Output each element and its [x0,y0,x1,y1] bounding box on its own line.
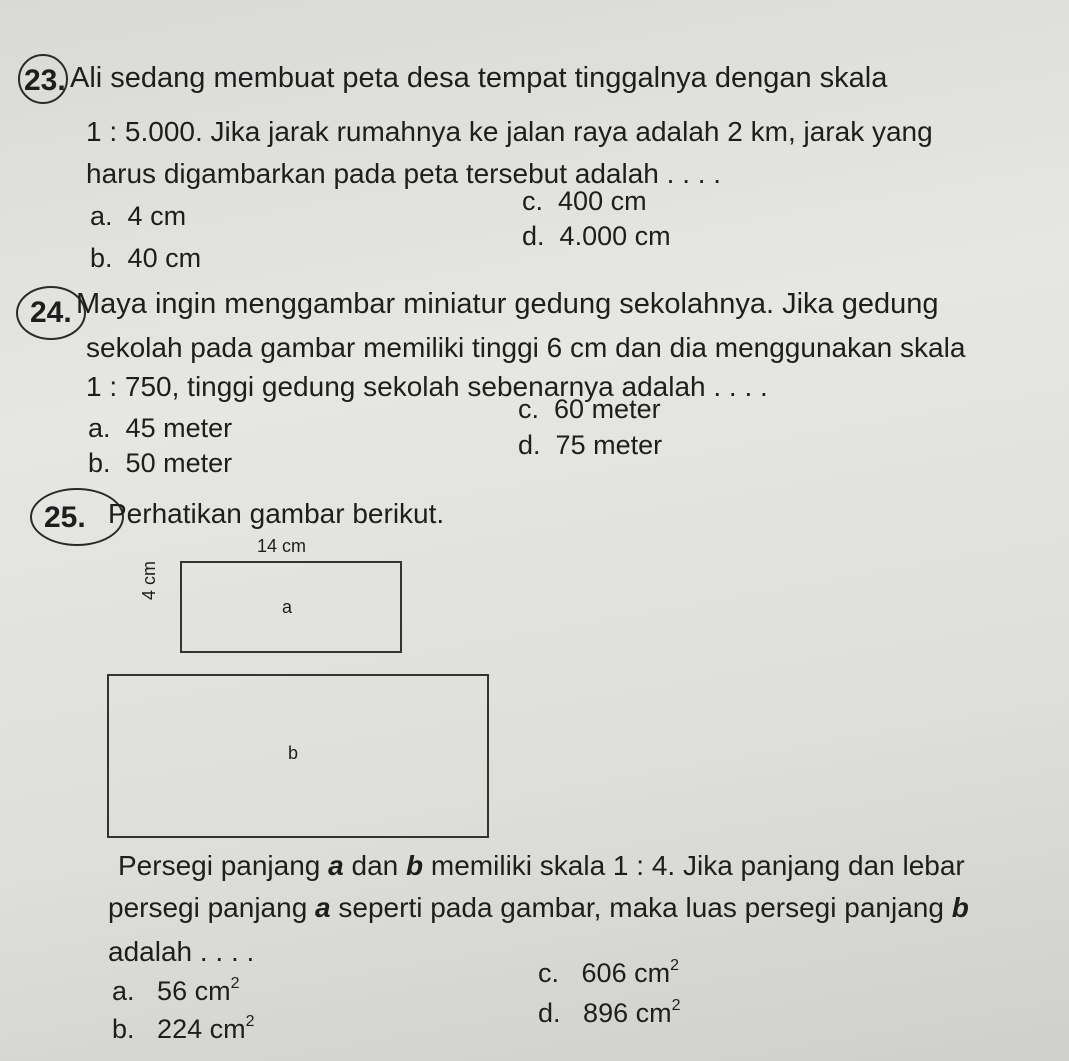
q25-text-line2 [108,894,969,922]
q25-text-line3: adalah . . . . [108,936,255,967]
q25-line2-b: b [951,892,969,923]
q23-option-a [90,203,186,230]
q25-option-d-exp: 2 [671,997,681,1014]
q25-option-d-unit: cm [635,998,672,1028]
q24-option-a-letter: a. [88,413,111,443]
q23-option-c [522,188,647,215]
q25-option-c-exp: 2 [670,957,680,974]
q24-option-b [88,450,232,477]
q25-intro: Perhatikan gambar berikut. [108,498,445,529]
q25-line2-pre: persegi panjang [108,892,316,923]
q23-option-d-letter: d. [522,221,545,251]
q25-option-b-value: 224 [157,1014,203,1044]
q24-text-line1: Maya ingin menggambar miniatur gedung sekolahnya. Jika gedung [76,288,939,320]
q25-option-c [538,957,680,988]
q23-text-line2: 1 : 5.000. Jika jarak rumahnya ke jalan raya adalah 2 km, jarak yang [86,116,933,147]
q23-text-line1: Ali sedang membuat peta desa tempat tinggalnya dengan skala [70,62,888,94]
q25-option-b [112,1013,255,1044]
q24-text-line3: 1 : 750, tinggi gedung sekolah sebenarnya adalah . . . . [86,371,768,402]
q25-line1-b: b [406,850,424,881]
q25-option-d [538,997,681,1028]
q24-option-c [518,396,661,423]
q25-option-b-exp: 2 [245,1013,255,1030]
q25-line1-pre: Persegi panjang [118,850,329,881]
q24-option-b-text: 50 meter [125,448,233,478]
q25-option-c-value: 606 [581,958,627,988]
q23-option-a-text: 4 cm [127,201,187,231]
q25-option-b-letter: b. [112,1014,135,1044]
q23-option-d-text: 4.000 cm [559,221,671,251]
q25-line2-a: a [315,892,331,923]
q25-line1-post: memiliki skala 1 : 4. Jika panjang dan lebar [423,850,965,881]
q25-option-d-value: 896 [583,998,629,1028]
q24-option-c-text: 60 meter [554,394,661,424]
q24-number: 24. [30,296,72,329]
q25-option-a [112,975,240,1006]
q25-option-a-exp: 2 [230,975,240,992]
q25-line2-post: seperti pada gambar, maka luas persegi panjang [330,892,952,923]
q24-text-line2: sekolah pada gambar memiliki tinggi 6 cm dan dia menggunakan skala [86,332,966,363]
q23-option-c-letter: c. [522,186,544,216]
q25-option-a-unit: cm [194,976,231,1006]
rectangle-a-label: a [282,597,293,617]
q23-number: 23. [24,64,66,97]
q25-option-a-letter: a. [112,976,135,1006]
q24-option-d-text: 75 meter [555,430,663,460]
q23-option-b [90,245,201,272]
q25-option-b-unit: cm [209,1014,246,1044]
q25-option-d-letter: d. [538,998,561,1028]
q23-option-b-letter: b. [90,243,113,273]
q23-option-b-text: 40 cm [127,243,202,273]
q25-option-c-unit: cm [634,958,671,988]
q24-option-b-letter: b. [88,448,111,478]
q25-line1-a: a [328,850,344,881]
q24-option-a-text: 45 meter [125,413,233,443]
q25-option-a-value: 56 [157,976,188,1006]
q25-line1-mid: dan [343,850,407,881]
q24-option-a [88,415,232,442]
q24-option-d [518,432,662,459]
rectangle-b-label: b [288,743,299,763]
q25-option-c-letter: c. [538,958,560,988]
q23-option-c-text: 400 cm [558,186,647,216]
q24-option-c-letter: c. [518,394,540,424]
q25-number: 25. [44,501,86,534]
figure-height-label [140,561,158,600]
q25-text-line1 [118,852,965,880]
figure-height-label-text: 4 cm [139,560,159,600]
q23-option-a-letter: a. [90,201,113,231]
q24-option-d-letter: d. [518,430,541,460]
q23-option-d [522,223,671,250]
q23-text-line3: harus digambarkan pada peta tersebut adalah . . . . [86,158,722,189]
figure-width-label: 14 cm [257,536,307,556]
